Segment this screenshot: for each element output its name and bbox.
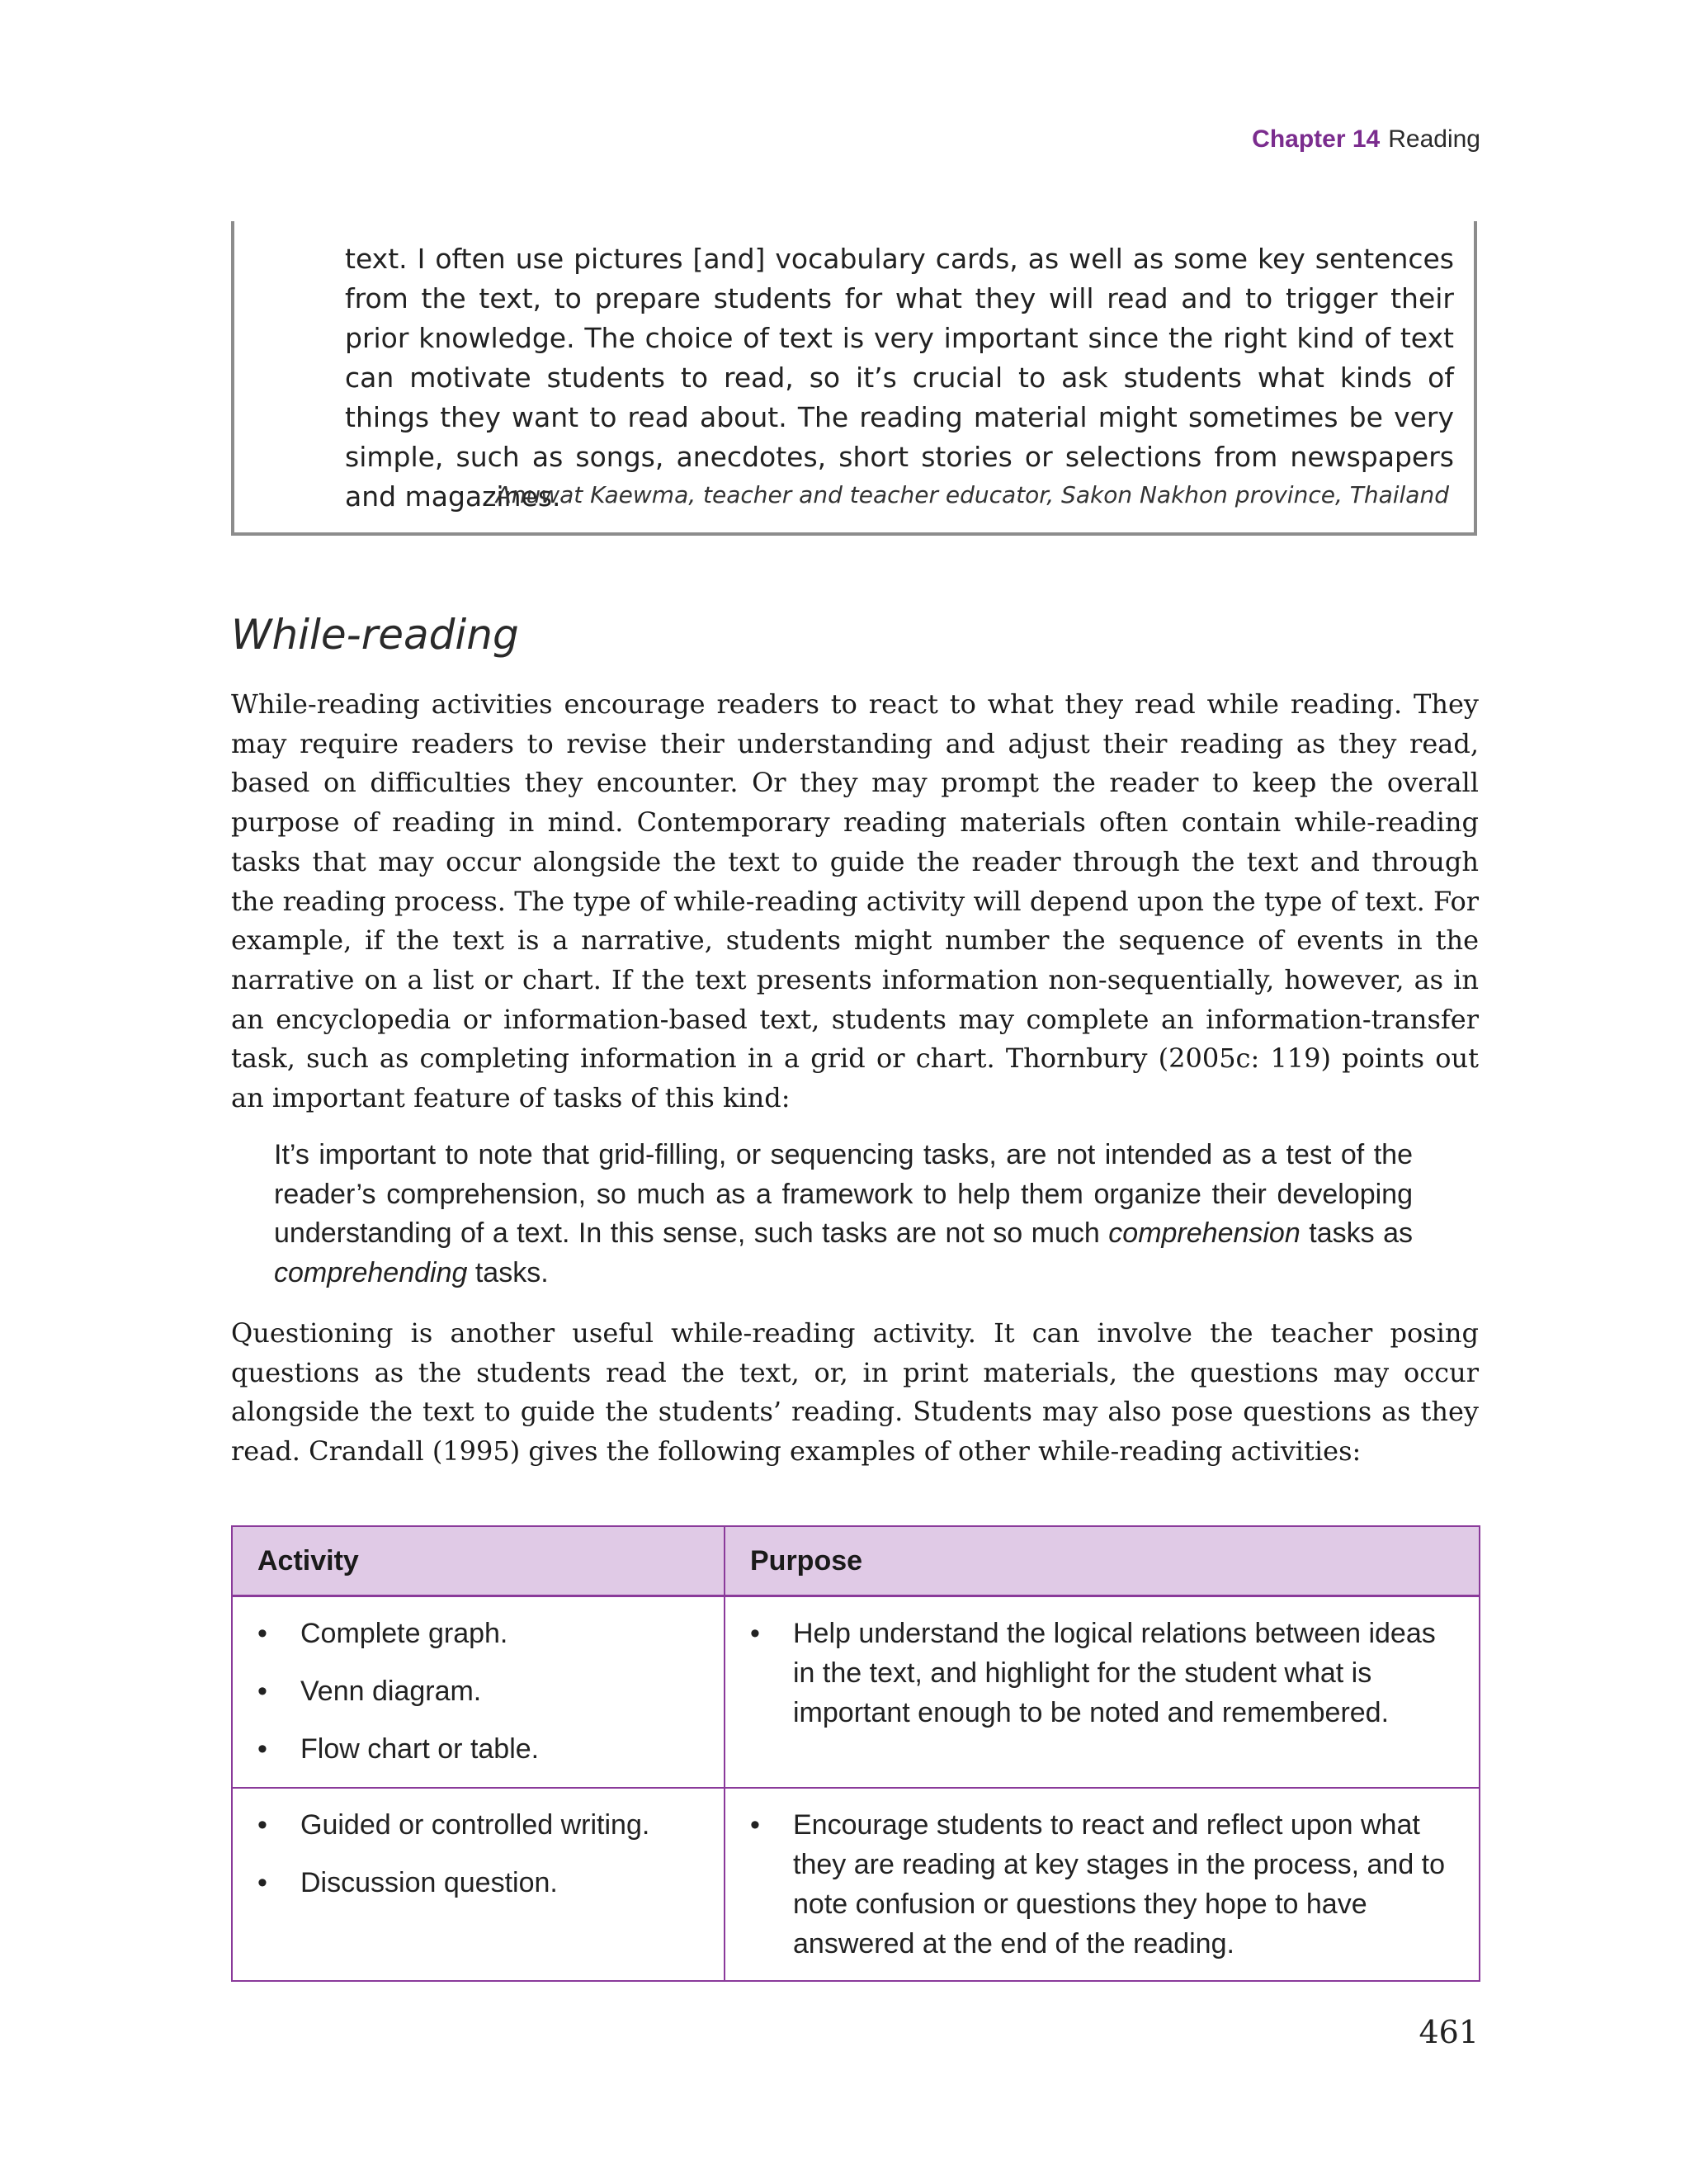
block-quote [274, 1136, 1413, 1293]
activity-list [257, 1805, 699, 1903]
block-quote-text: tasks. [467, 1256, 549, 1288]
block-quote-emphasis: comprehending [274, 1256, 468, 1288]
teacher-quote-attribution: Anuwat Kaewma, teacher and teacher educator, Sakon Nakhon province, Thailand [495, 481, 1449, 508]
block-quote-emphasis: comprehension [1108, 1217, 1301, 1249]
activity-list [257, 1614, 699, 1769]
chapter-title: Reading [1388, 125, 1480, 153]
list-item: • Venn diagram. [257, 1671, 699, 1711]
activity-purpose-table [231, 1525, 1480, 1982]
list-item: • Encourage students to react and reflect upon what they are reading at key stages in the process, and to note confusion or questions they hope to have answered at the end of the reading. [750, 1805, 1454, 1964]
block-quote-text: It’s important to note that grid-filling, or sequencing tasks, are not intended as a test of the reader’s comprehension, so much as a framework to help them organize their developing understanding of a text. In this sense, such tasks are not so much [274, 1139, 1413, 1249]
body-paragraph: While-reading activities encourage readers to react to what they read while reading. They may require readers to revise their understanding and adjust their reading as they read, based on difficulties they encounter. Or they may prompt the reader to keep the overall purpose of reading in mind. Contemporary reading materials often contain while-reading tasks that may occur alongside the text to guide the reader through the text and through the reading process. The type of while-reading activity will depend upon the type of text. For example, if the text is a narrative, students might number the sequence of events in the narrative on a list or chart. If the text presents information non-sequentially, however, as in an encyclopedia or information-based text, students may complete an information-transfer task, such as completing information in a grid or chart. Thornbury (2005c: 119) points out an important feature of tasks of this kind: [231, 688, 1479, 1114]
section-heading: While-reading [231, 611, 519, 659]
teacher-quote-text: text. I often use pictures [and] vocabulary cards, as well as some key sentences from the text, to prepare students for what they will read and to trigger their prior knowledge. The choice of text is very important since the right kind of text can motivate students to read, so it’s crucial to ask students what kinds of things they want to read about. The reading material might sometimes be very simple, such as songs, anecdotes, short stories or selections from newspapers and magazines. [345, 243, 1454, 513]
table-row [232, 1788, 1480, 1981]
chapter-label: Chapter 14 [1252, 125, 1381, 153]
table-header-row [232, 1526, 1480, 1596]
block-quote-text: tasks as [1300, 1217, 1413, 1249]
teacher-quote-box [231, 221, 1477, 536]
list-item: • Guided or controlled writing. [257, 1805, 699, 1845]
page-number: 461 [1419, 2014, 1479, 2050]
header-purpose: Purpose [725, 1526, 1480, 1596]
purpose-list [750, 1614, 1454, 1733]
list-item: • Flow chart or table. [257, 1729, 699, 1769]
activity-cell [232, 1788, 725, 1981]
table-row [232, 1596, 1480, 1789]
running-head [1252, 125, 1480, 154]
header-activity: Activity [232, 1526, 725, 1596]
list-item: • Help understand the logical relations between ideas in the text, and highlight for the student what is important enough to be noted and remembered. [750, 1614, 1454, 1733]
activity-cell [232, 1596, 725, 1789]
purpose-cell [725, 1596, 1480, 1789]
purpose-list [750, 1805, 1454, 1964]
body-paragraph: Questioning is another useful while-reading activity. It can involve the teacher posing questions as the students read the text, or, in print materials, the questions may occur alongside the text to guide the students’ reading. Students may also pose questions as they read. Crandall (1995) gives the following examples of other while-reading activities: [231, 1317, 1479, 1468]
purpose-cell [725, 1788, 1480, 1981]
list-item: • Complete graph. [257, 1614, 699, 1653]
list-item: • Discussion question. [257, 1863, 699, 1903]
